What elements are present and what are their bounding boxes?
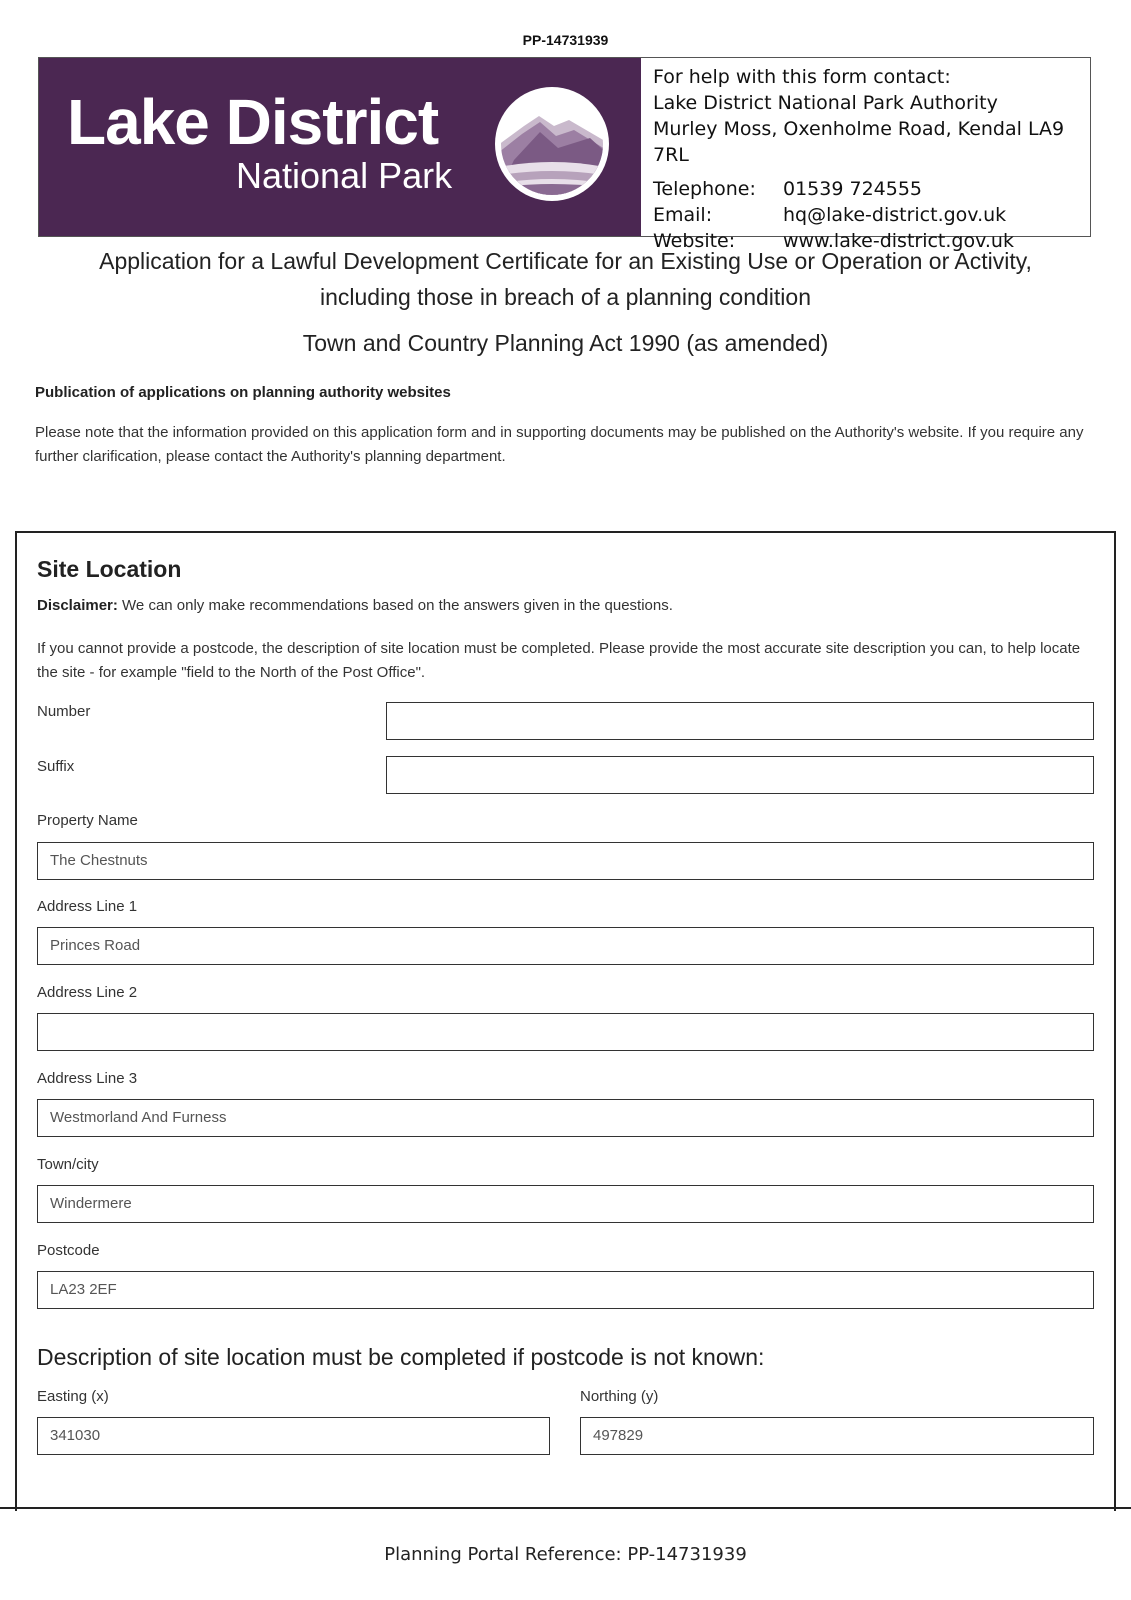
contact-intro: For help with this form contact: (653, 66, 951, 88)
easting-label: Easting (x) (37, 1388, 109, 1405)
email-label: Email: (653, 204, 713, 226)
disclaimer-text: We can only make recommendations based on the answers given in the questions. (117, 597, 673, 614)
northing-label: Northing (y) (580, 1388, 659, 1405)
address-line2-label: Address Line 2 (37, 984, 138, 1001)
logo-subtitle: National Park (236, 155, 453, 196)
number-field[interactable] (386, 702, 1094, 740)
header-banner (38, 57, 1091, 252)
form-title (0, 243, 1131, 315)
contact-telephone-row (653, 176, 1078, 202)
disclaimer (37, 597, 673, 614)
logo-panel (39, 58, 641, 236)
form-title-line1: Application for a Lawful Development Certificate for an Existing Use or Operation or Activity, (99, 248, 1032, 274)
email-value: hq@lake-district.gov.uk (783, 204, 1007, 226)
postcode-field[interactable]: LA23 2EF (37, 1271, 1094, 1309)
address-line3-field[interactable]: Westmorland And Furness (37, 1099, 1094, 1137)
town-field[interactable]: Windermere (37, 1185, 1094, 1223)
website-label: Website: (653, 230, 736, 252)
website-value: www.lake-district.gov.uk (783, 230, 1014, 252)
property-name-label: Property Name (37, 812, 138, 829)
contact-panel (641, 58, 1090, 252)
contact-email-row (653, 202, 1078, 228)
form-title-line2: including those in breach of a planning condition (319, 284, 812, 310)
mountain-emblem-icon (494, 86, 610, 202)
section-title: Site Location (37, 556, 182, 582)
town-label: Town/city (37, 1156, 99, 1173)
telephone-value: 01539 724555 (783, 178, 923, 200)
page-divider (0, 1507, 1131, 1509)
logo-title: Lake District (67, 86, 439, 158)
address-line1-label: Address Line 1 (37, 898, 138, 915)
property-name-field[interactable]: The Chestnuts (37, 842, 1094, 880)
easting-field[interactable]: 341030 (37, 1417, 550, 1455)
telephone-label: Telephone: (653, 178, 756, 200)
reference-number-top: PP-14731939 (522, 32, 609, 48)
postcode-note: If you cannot provide a postcode, the description of site location must be completed. Please provide the most accurate site description you can, to help locate the site - for example "field to the North of the Post Office". (37, 640, 1081, 681)
form-act: Town and Country Planning Act 1990 (as amended) (302, 330, 829, 356)
suffix-label: Suffix (37, 758, 75, 775)
northing-field[interactable]: 497829 (580, 1417, 1094, 1455)
disclaimer-label: Disclaimer: (37, 597, 118, 614)
postcode-label: Postcode (37, 1242, 100, 1259)
suffix-field[interactable] (386, 756, 1094, 794)
number-label: Number (37, 703, 91, 720)
contact-org: Lake District National Park Authority (653, 92, 998, 114)
address-line1-field[interactable]: Princes Road (37, 927, 1094, 965)
publication-heading: Publication of applications on planning authority websites (35, 384, 451, 401)
address-line3-label: Address Line 3 (37, 1070, 138, 1087)
address-line2-field[interactable] (37, 1013, 1094, 1051)
contact-address: Murley Moss, Oxenholme Road, Kendal LA9 7RL (653, 118, 1065, 166)
publication-text: Please note that the information provided on this application form and in supporting documents may be published on the Authority's website. If you require any further clarification, please contact the Authority's planning department. (35, 424, 1084, 465)
footer-reference: Planning Portal Reference: PP-14731939 (384, 1544, 747, 1565)
description-heading: Description of site location must be completed if postcode is not known: (37, 1344, 765, 1370)
